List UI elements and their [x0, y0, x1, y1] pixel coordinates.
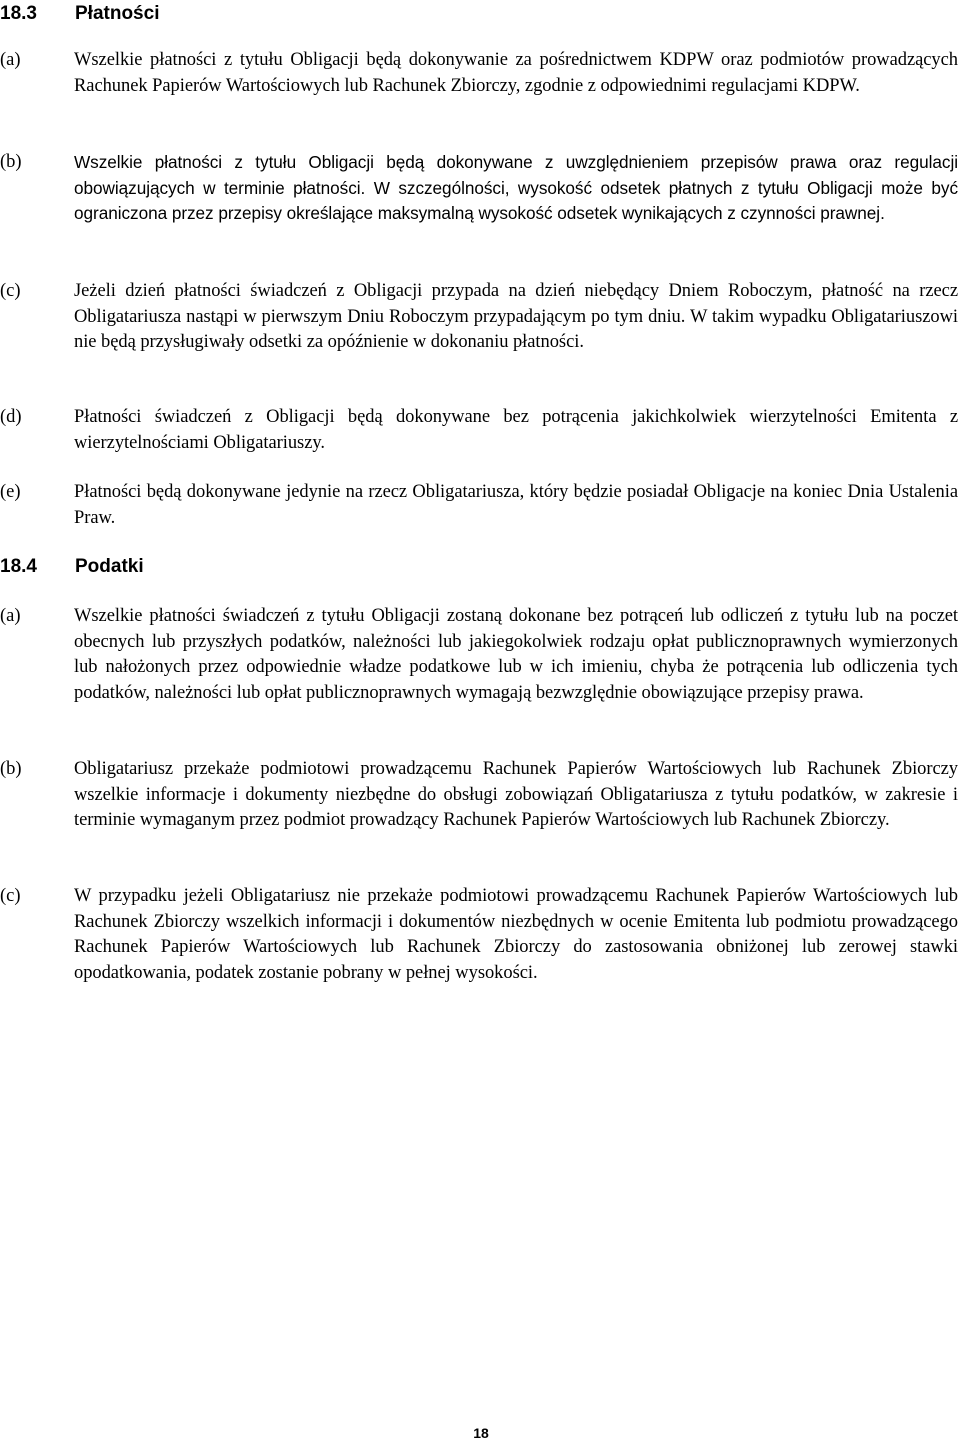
section-title: Płatności — [75, 3, 160, 24]
page-number — [0, 1424, 960, 1442]
clause-text: Wszelkie płatności z tytułu Obligacji będą dokonywanie za pośrednictwem KDPW oraz podmiotów prowadzących Rachunek Papierów Wartościowych lub Rachunek Zbiorczy, zgodnie z odpowiednimi regulacjami KDPW. — [74, 50, 958, 96]
section-number: 18.4 — [0, 556, 37, 577]
clause-label: (a) — [0, 50, 21, 70]
clause-text: Płatności będą dokonywane jedynie na rzecz Obligatariusza, który będzie posiadał Obligacje na koniec Dnia Ustalenia Praw. — [74, 482, 958, 528]
clause-label: (b) — [0, 152, 22, 172]
clause-label: (d) — [0, 407, 22, 427]
clause-label: (e) — [0, 482, 21, 502]
clause-text: W przypadku jeżeli Obligatariusz nie przekaże podmiotowi prowadzącemu Rachunek Papierów Wartościowych lub Rachunek Zbiorczy wszelkich informacji i dokumentów niezbędnych w ocenie Emitenta lub podmiotu prowadzącego Rachunek Papierów Wartościowych lub Rachunek Zbiorczy do zastosowania obniżonej lub zerowej stawki opodatkowania, podatek zostanie pobrany w pełnej wysokości. — [74, 886, 958, 983]
clause-label: (a) — [0, 606, 21, 626]
clause-label: (c) — [0, 886, 21, 906]
clause-text: Obligatariusz przekaże podmiotowi prowadzącemu Rachunek Papierów Wartościowych lub Rachunek Zbiorczy wszelkie informacje i dokumenty niezbędne do obsługi zobowiązań Obligatariusza z tytułu podatków, w zakresie i terminie wymaganym przez podmiot prowadzący Rachunek Papierów Wartościowych lub Rachunek Zbiorczy. — [74, 759, 958, 830]
section-title: Podatki — [75, 556, 144, 577]
section-number: 18.3 — [0, 3, 37, 24]
clause-text: Płatności świadczeń z Obligacji będą dokonywane bez potrącenia jakichkolwiek wierzytelności Emitenta z wierzytelnościami Obligatariuszy. — [74, 407, 958, 453]
clause-label: (b) — [0, 759, 22, 779]
clause-text: Wszelkie płatności świadczeń z tytułu Obligacji zostaną dokonane bez potrąceń lub odliczeń z tytułu lub na poczet obecnych lub przyszłych podatków, należności lub jakiegokolwiek rodzaju opłat publicznoprawnych wymierzonych lub nałożonych przez odpowiednie władze podatkowe lub w ich imieniu, chyba że potrącenia lub odliczenia tych podatków, należności lub opłat publicznoprawnych wymagają bezwzględnie obowiązujące przepisy prawa. — [74, 606, 958, 703]
clause-text: Jeżeli dzień płatności świadczeń z Obligacji przypada na dzień niebędący Dniem Roboczym, płatność na rzecz Obligatariusza nastąpi w pierwszym Dniu Roboczym przypadającym po tym dniu. W takim wypadku Obligatariuszowi nie będą przysługiwały odsetki za opóźnienie w dokonaniu płatności. — [74, 281, 958, 352]
clause-text: Wszelkie płatności z tytułu Obligacji będą dokonywane z uwzględnieniem przepisów prawa oraz regulacji obowiązujących w terminie płatności. W szczególności, wysokość odsetek płatnych z tytułu Obligacji może być ograniczona przez przepisy określające maksymalną wysokość odsetek wynikających z czynności prawnej. — [74, 152, 958, 223]
page-number-text: 18 — [473, 1425, 489, 1441]
clause-label: (c) — [0, 281, 21, 301]
